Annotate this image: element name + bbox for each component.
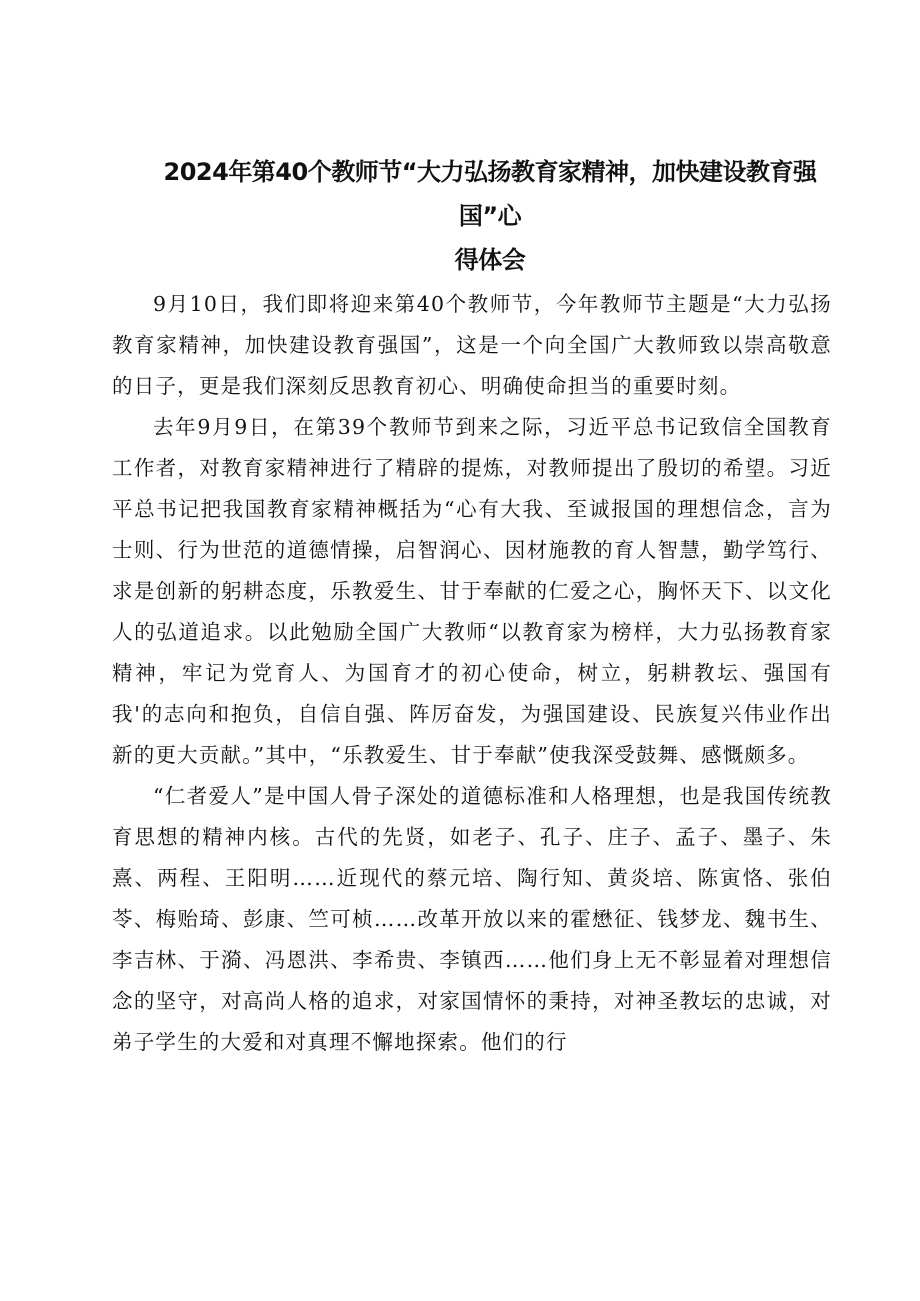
document-body xyxy=(112,284,832,1063)
paragraph: “仁者爱人”是中国人骨子深处的道德标准和人格理想，也是我国传统教育思想的精神内核。古代的先贤，如老子、孔子、庄子、孟子、墨子、朱熹、两程、王阳明……近现代的蔡元培、陶行知、黄炎培、陈寅恪、张伯苓、梅贻琦、彭康、竺可桢……改革开放以来的霍懋征、钱梦龙、魏书生、李吉林、于漪、冯恩洪、李希贵、李镇西……他们身上无不彰显着对理想信念的坚守，对高尚人格的追求，对家国情怀的秉持，对神圣教坛的忠诚，对弟子学生的大爱和对真理不懈地探索。他们的行 xyxy=(112,784,832,1054)
document-title xyxy=(140,150,840,282)
title-line-1: 2024年第40个教师节“大力弘扬教育家精神，加快建设教育强国”心 xyxy=(163,158,817,230)
paragraph: 9月10日，我们即将迎来第40个教师节，今年教师节主题是“大力弘扬教育家精神，加快建设教育强国”，这是一个向全国广大教师致以崇高敬意的日子，更是我们深刻反思教育初心、明确使命担当的重要时刻。 xyxy=(112,292,832,398)
title-line-2: 得体会 xyxy=(454,246,526,274)
paragraph: 去年9月9日，在第39个教师节到来之际，习近平总书记致信全国教育工作者，对教育家精神进行了精辟的提炼，对教师提出了殷切的希望。习近平总书记把我国教育家精神概括为“心有大我、至诚报国的理想信念，言为士则、行为世范的道德情操，启智润心、因材施教的育人智慧，勤学笃行、求是创新的躬耕态度，乐教爱生、甘于奉献的仁爱之心，胸怀天下、以文化人的弘道追求。以此勉励全国广大教师“以教育家为榜样，大力弘扬教育家精神，牢记为党育人、为国育才的初心使命，树立，躬耕教坛、强国有我'的志向和抱负，自信自强、阵厉奋发，为强国建设、民族复兴伟业作出新的更大贡献。”其中，“乐教爱生、甘于奉献”使我深受鼓舞、感慨颇多。 xyxy=(112,415,832,767)
